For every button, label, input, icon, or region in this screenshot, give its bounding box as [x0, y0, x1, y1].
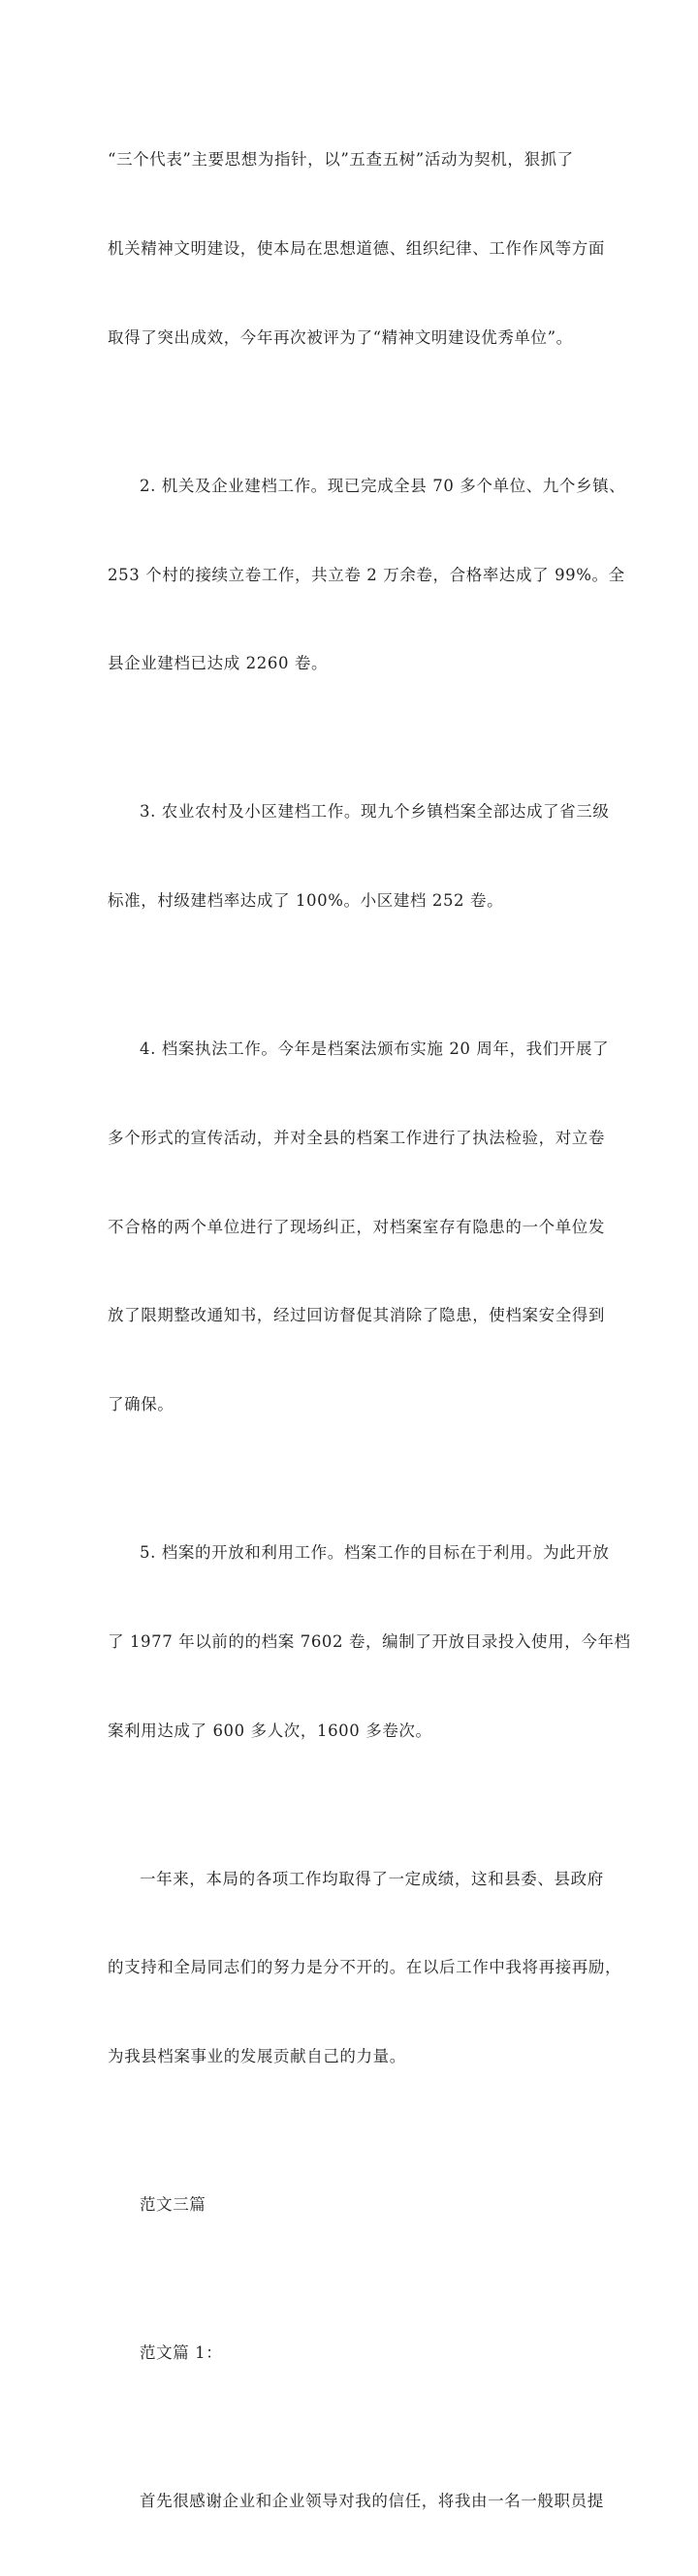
document-body: [108, 86, 631, 2576]
text-line: 的支持和全局同志们的努力是分不开的。在以后工作中我将再接再励，: [108, 1958, 622, 1977]
section-heading-three-samples: [108, 2131, 592, 2280]
paragraph-law-enforcement: [108, 976, 610, 1479]
text-line: 机关精神文明建设，使本局在思想道德、组织纪律、工作作风等方面: [108, 238, 605, 258]
paragraph-rural-archiving: [108, 738, 610, 976]
text-line: 3. 农业农村及小区建档工作。现九个乡镇档案全部达成了省三级: [140, 802, 610, 822]
paragraph-enterprise-archiving: [108, 413, 626, 739]
text-line: 县企业建档已达成 2260 卷。: [108, 654, 329, 673]
text-line: “三个代表”主要思想为指针，以”五查五树”活动为契机，狠抓了: [108, 150, 574, 170]
text-line: 范文篇 1：: [140, 2343, 223, 2363]
text-line: 5. 档案的开放和利用工作。档案工作的目标在于利用。为此开放: [140, 1543, 610, 1563]
text-line: 2. 机关及企业建档工作。现已完成全县 70 多个单位、九个乡镇、: [140, 476, 626, 495]
text-line: 放了限期整改通知书，经过回访督促其消除了隐患，使档案安全得到: [108, 1306, 605, 1325]
paragraph-civilization: [108, 86, 605, 413]
text-line: 253 个村的接续立卷工作，共立卷 2 万余卷，合格率达成了 99%。全: [108, 565, 625, 584]
paragraph-sample-1-opening: [108, 2428, 604, 2576]
section-heading-sample-1: [108, 2280, 592, 2428]
text-line: 为我县档案事业的发展贡献自己的力量。: [108, 2047, 406, 2066]
text-line: 一年来，本局的各项工作均取得了一定成绩，这和县委、县政府: [140, 1869, 604, 1888]
text-line: 了确保。: [108, 1395, 174, 1414]
text-line: 首先很感谢企业和企业领导对我的信任，将我由一名一般职员提: [140, 2492, 604, 2511]
text-line: 标准，村级建档率达成了 100%。小区建档 252 卷。: [108, 891, 504, 911]
paragraph-open-utilization: [108, 1479, 631, 1806]
text-line: 不合格的两个单位进行了现场纠正，对档案室存有隐患的一个单位发: [108, 1217, 605, 1236]
paragraph-summary: [108, 1805, 622, 2131]
text-line: 取得了突出成效，今年再次被评为了“精神文明建设优秀单位”。: [108, 327, 573, 347]
text-line: 多个形式的宣传活动，并对全县的档案工作进行了执法检验，对立卷: [108, 1128, 605, 1147]
text-line: 范文三篇: [140, 2195, 206, 2215]
text-line: 案利用达成了 600 多人次，1600 多卷次。: [108, 1721, 432, 1740]
text-line: 了 1977 年以前的的档案 7602 卷，编制了开放目录投入使用，今年档: [108, 1631, 631, 1651]
text-line: 4. 档案执法工作。今年是档案法颁布实施 20 周年，我们开展了: [140, 1040, 610, 1058]
